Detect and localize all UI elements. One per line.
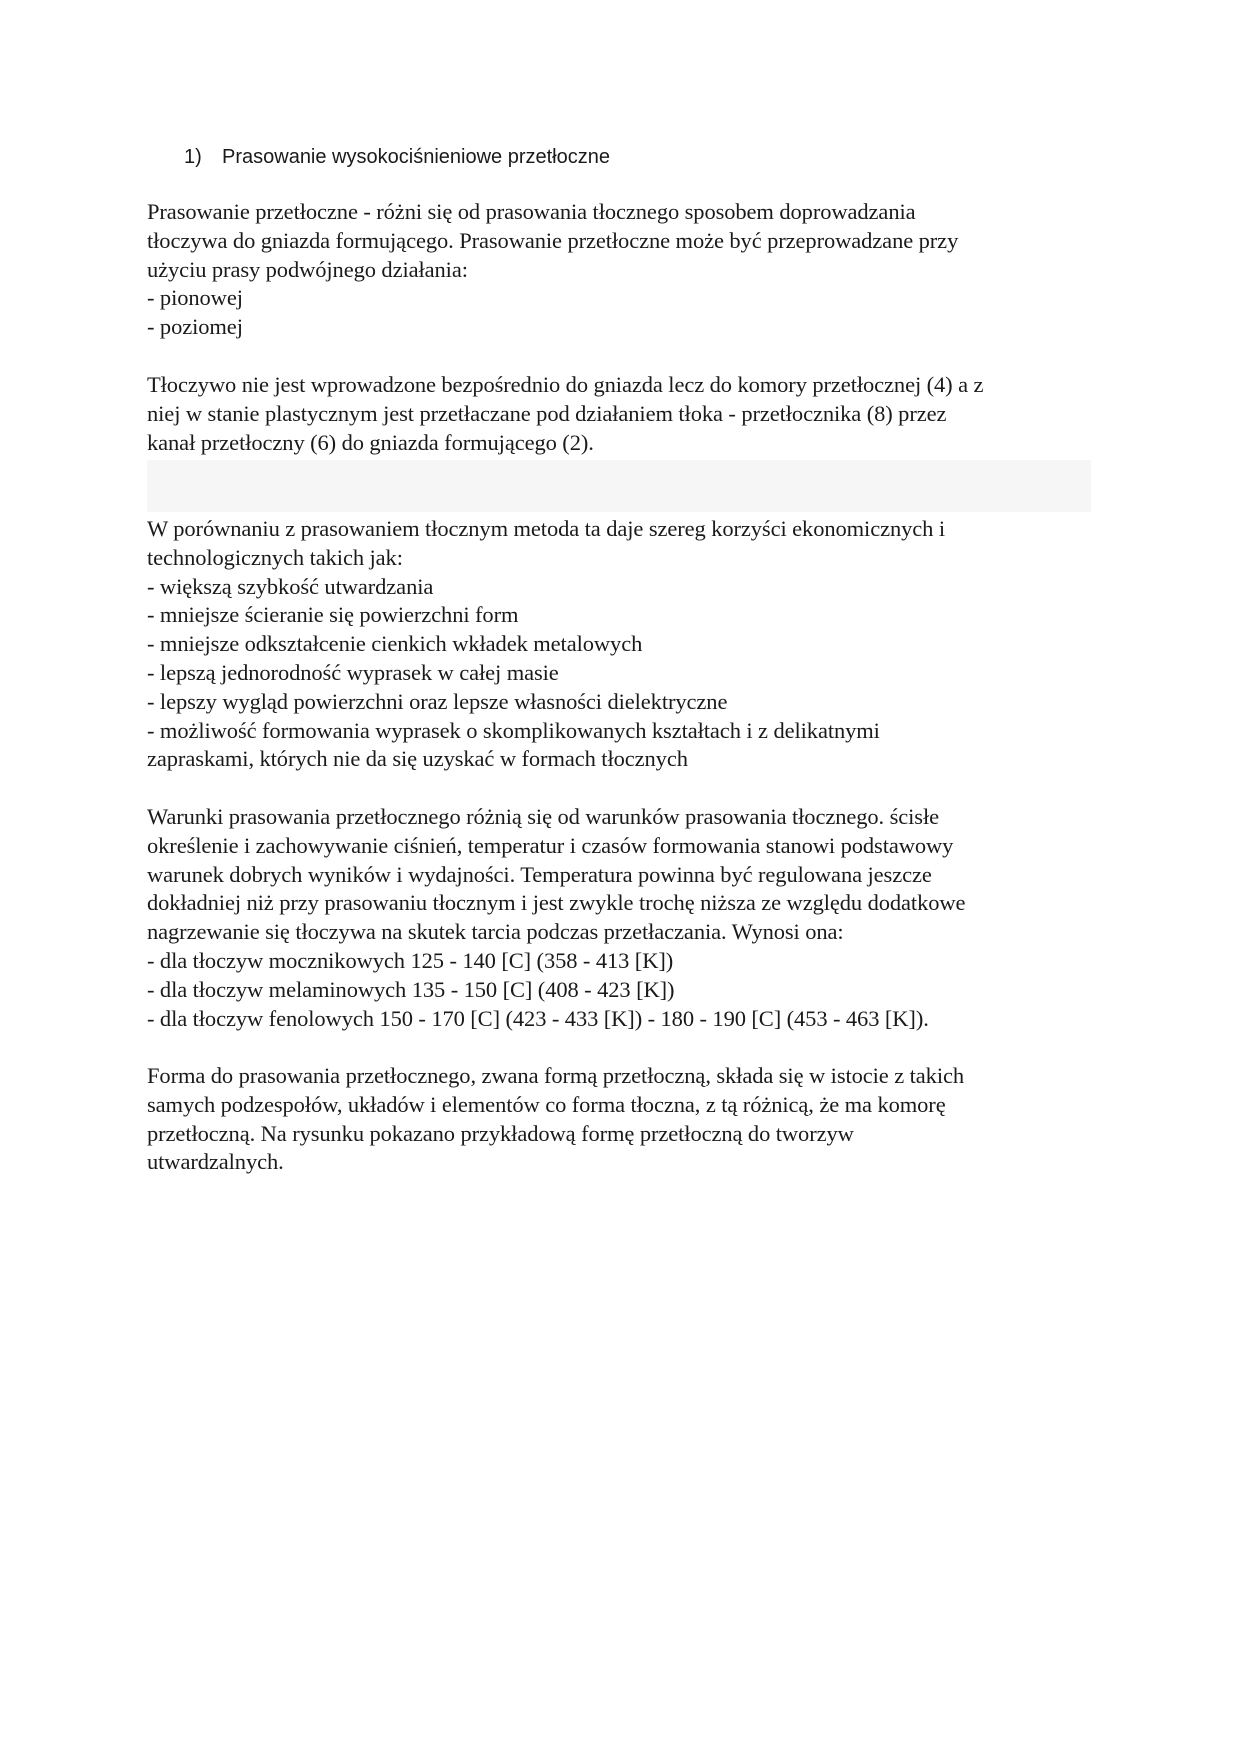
section-heading (184, 146, 610, 169)
list-item: - dla tłoczyw melaminowych 135 - 150 [C] (408 - 423 [K]) (147, 976, 675, 1002)
list-item: - mniejsze ścieranie się powierzchni form (147, 602, 519, 628)
paragraph-conditions (147, 803, 1107, 1033)
heading-number: 1) (184, 146, 202, 168)
heading-title: Prasowanie wysokociśnieniowe przetłoczne (222, 146, 610, 168)
text-line: dokładniej niż przy prasowaniu tłocznym i jest zwykle trochę niższa ze względu dodatkowe (147, 890, 966, 916)
text-line: niej w stanie plastycznym jest przetłaczane pod działaniem tłoka - przetłocznika (8) przez (147, 400, 947, 426)
list-item: - mniejsze odkształcenie cienkich wkładek metalowych (147, 631, 643, 657)
text-line: Forma do prasowania przetłocznego, zwana formą przetłoczną, składa się w istocie z takich (147, 1063, 965, 1088)
text-line: nagrzewanie się tłoczywa na skutek tarcia podczas przetłaczania. Wynosi ona: (147, 919, 844, 945)
text-line: użyciu prasy podwójnego działania: (147, 256, 468, 282)
paragraph-advantages (147, 515, 1107, 774)
paragraph-process (147, 371, 1107, 457)
text-line: kanał przetłoczny (6) do gniazda formującego (2). (147, 429, 594, 455)
list-item: - lepszy wygląd powierzchni oraz lepsze własności dielektryczne (147, 688, 728, 714)
paragraph-intro (147, 198, 1107, 342)
text-line: warunek dobrych wyników i wydajności. Temperatura powinna być regulowana jeszcze (147, 861, 932, 887)
text-line: Warunki prasowania przetłocznego różnią się od warunków prasowania tłocznego. ścisłe (147, 804, 939, 829)
text-line: Tłoczywo nie jest wprowadzone bezpośrednio do gniazda lecz do komory przetłocznej (4) a z (147, 372, 984, 397)
list-item: - możliwość formowania wyprasek o skomplikowanych kształtach i z delikatnymi (147, 717, 880, 743)
paragraph-mold (147, 1062, 1107, 1177)
shaded-blank-area (147, 460, 1091, 512)
text-line: przetłoczną. Na rysunku pokazano przykładową formę przetłoczną do tworzyw (147, 1120, 854, 1146)
text-line: tłoczywa do gniazda formującego. Prasowanie przetłoczne może być przeprowadzane przy (147, 227, 959, 253)
text-line: samych podzespołów, układów i elementów co forma tłoczna, z tą różnicą, że ma komorę (147, 1091, 946, 1117)
text-line: utwardzalnych. (147, 1149, 284, 1175)
list-item: - lepszą jednorodność wyprasek w całej masie (147, 659, 559, 685)
text-line: określenie i zachowywanie ciśnień, temperatur i czasów formowania stanowi podstawowy (147, 832, 954, 858)
list-item: - poziomej (147, 314, 243, 340)
list-item: - dla tłoczyw mocznikowych 125 - 140 [C] (358 - 413 [K]) (147, 947, 674, 973)
list-item: - większą szybkość utwardzania (147, 573, 434, 599)
text-line: Prasowanie przetłoczne - różni się od prasowania tłocznego sposobem doprowadzania (147, 199, 916, 224)
list-item: - dla tłoczyw fenolowych 150 - 170 [C] (423 - 433 [K]) - 180 - 190 [C] (453 - 463 [K]). (147, 1005, 929, 1031)
text-line: W porównaniu z prasowaniem tłocznym metoda ta daje szereg korzyści ekonomicznych i (147, 516, 945, 541)
text-line: technologicznych takich jak: (147, 544, 403, 570)
list-item: - pionowej (147, 285, 243, 311)
text-line: zapraskami, których nie da się uzyskać w formach tłocznych (147, 746, 688, 772)
